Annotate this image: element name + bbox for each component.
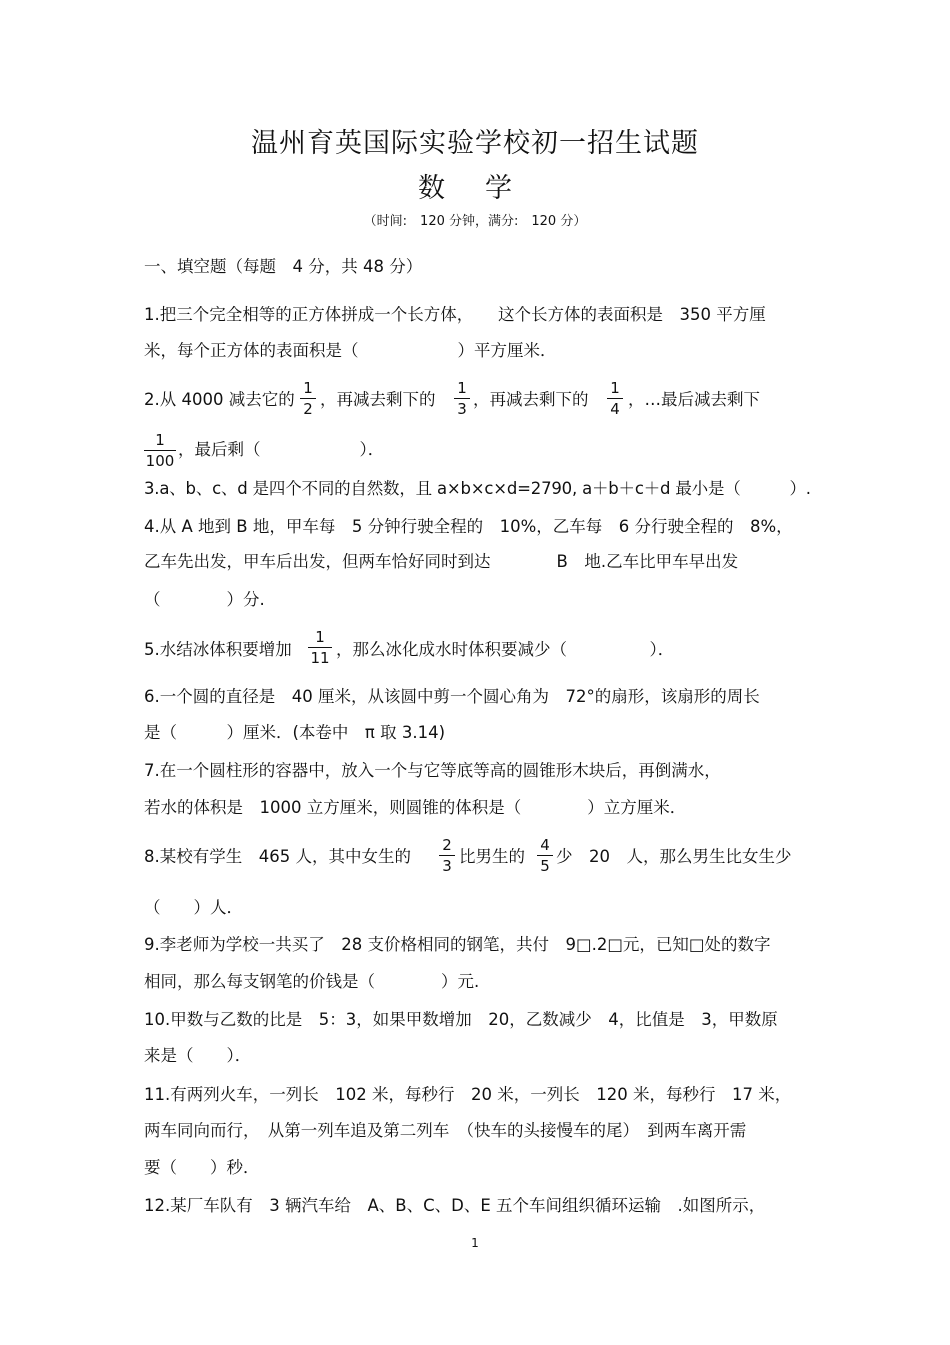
fraction-denominator: 5 bbox=[540, 857, 550, 875]
question-11-line-2: 两车同向而行， 从第一列车追及第二列车 （快车的头接慢车的尾） 到两车离开需 bbox=[144, 1121, 747, 1140]
fraction-denominator: 2 bbox=[303, 400, 313, 418]
question-5-fraction-1 bbox=[308, 628, 332, 667]
fraction-denominator: 11 bbox=[310, 649, 330, 667]
question-8-fraction-1 bbox=[439, 836, 455, 875]
question-2-text-a: 2.从 4000 减去它的 bbox=[144, 390, 295, 409]
fraction-bar bbox=[607, 398, 623, 399]
question-7-line-2: 若水的体积是 1000 立方厘米，则圆锥的体积是（ ）立方厘米． bbox=[144, 798, 687, 817]
question-11-line-3: 要（ ）秒． bbox=[144, 1158, 260, 1177]
question-6-line-2: 是（ ）厘米．(本卷中 π 取 3.14) bbox=[144, 723, 446, 742]
exam-title: 温州育英国际实验学校初一招生试题 bbox=[251, 128, 699, 159]
question-2-fraction-4 bbox=[144, 431, 176, 470]
question-2-fraction-3 bbox=[607, 379, 623, 418]
fraction-bar bbox=[144, 450, 176, 451]
question-8-text-b: 比男生的 bbox=[459, 847, 525, 866]
fraction-denominator: 100 bbox=[145, 452, 175, 470]
fraction-bar bbox=[308, 647, 332, 648]
question-2-text-b: ，再减去剩下的 bbox=[320, 390, 436, 409]
question-1-line-2: 米，每个正方体的表面积是（ ）平方厘米． bbox=[144, 341, 557, 360]
question-8-line-2: （ ）人． bbox=[144, 898, 243, 917]
question-12-line-1: 12.某厂车队有 3 辆汽车给 A、B、C、D、E 五个车间组织循环运输 .如图所示， bbox=[144, 1196, 766, 1215]
fraction-numerator: 1 bbox=[457, 379, 467, 397]
question-4-line-2: 乙车先出发，甲车后出发，但两车恰好同时到达 B 地.乙车比甲车早出发 bbox=[144, 552, 739, 571]
question-2-fraction-2 bbox=[454, 379, 470, 418]
question-3-line-1: 3.a、b、c、d 是四个不同的自然数，且 a×b×c×d=2790, a＋b＋c＋d 最小是（ ）. bbox=[144, 479, 811, 498]
question-1-line-1: 1.把三个完全相等的正方体拼成一个长方体， 这个长方体的表面积是 350 平方厘 bbox=[144, 305, 766, 324]
question-4-line-3: （ ）分. bbox=[144, 590, 265, 609]
question-8-fraction-2 bbox=[537, 836, 553, 875]
question-8-text-c: 少 20 人，那么男生比女生少 bbox=[556, 847, 792, 866]
fraction-bar bbox=[454, 398, 470, 399]
page-number: 1 bbox=[471, 1236, 479, 1250]
section-heading: 一、填空题（每题 4 分，共 48 分） bbox=[144, 257, 423, 276]
question-2-fraction-1 bbox=[300, 379, 316, 418]
question-10-line-1: 10.甲数与乙数的比是 5：3，如果甲数增加 20，乙数减少 4，比值是 3，甲数原 bbox=[144, 1010, 778, 1029]
exam-subject: 数学 bbox=[418, 173, 552, 204]
question-10-line-2: 来是（ ）． bbox=[144, 1046, 252, 1065]
question-5-text-b: ，那么冰化成水时体积要减少（ ）． bbox=[336, 640, 675, 659]
fraction-numerator: 1 bbox=[155, 431, 165, 449]
question-4-line-1: 4.从 A 地到 B 地，甲车每 5 分钟行驶全程的 10%，乙车每 6 分行驶全程的 8%， bbox=[144, 517, 793, 536]
fraction-numerator: 1 bbox=[303, 379, 313, 397]
question-2-text-c: ，再减去剩下的 bbox=[473, 390, 589, 409]
fraction-numerator: 1 bbox=[610, 379, 620, 397]
fraction-bar bbox=[300, 398, 316, 399]
fraction-denominator: 3 bbox=[457, 400, 467, 418]
question-8-text-a: 8.某校有学生 465 人，其中女生的 bbox=[144, 847, 411, 866]
exam-time-score: （时间: 120 分钟，满分: 120 分） bbox=[363, 214, 587, 229]
fraction-numerator: 1 bbox=[315, 628, 325, 646]
fraction-denominator: 4 bbox=[610, 400, 620, 418]
question-9-line-1: 9.李老师为学校一共买了 28 支价格相同的钢笔，共付 9□.2□元，已知□处的数字 bbox=[144, 935, 771, 954]
question-2-text-d: ，…最后减去剩下 bbox=[628, 390, 760, 409]
question-7-line-1: 7.在一个圆柱形的容器中，放入一个与它等底等高的圆锥形木块后，再倒满水， bbox=[144, 761, 721, 780]
fraction-denominator: 3 bbox=[442, 857, 452, 875]
question-6-line-1: 6.一个圆的直径是 40 厘米，从该圆中剪一个圆心角为 72°的扇形，该扇形的周长 bbox=[144, 687, 760, 706]
question-11-line-1: 11.有两列火车，一列长 102 米，每秒行 20 米，一列长 120 米，每秒行 17 米， bbox=[144, 1085, 792, 1104]
question-5-text-a: 5.水结冰体积要增加 bbox=[144, 640, 292, 659]
fraction-bar bbox=[537, 855, 553, 856]
fraction-numerator: 2 bbox=[442, 836, 452, 854]
question-2-text-e: ，最后剩（ ）． bbox=[178, 440, 385, 459]
question-9-line-2: 相同，那么每支钢笔的价钱是（ ）元. bbox=[144, 972, 480, 991]
fraction-numerator: 4 bbox=[540, 836, 550, 854]
fraction-bar bbox=[439, 855, 455, 856]
